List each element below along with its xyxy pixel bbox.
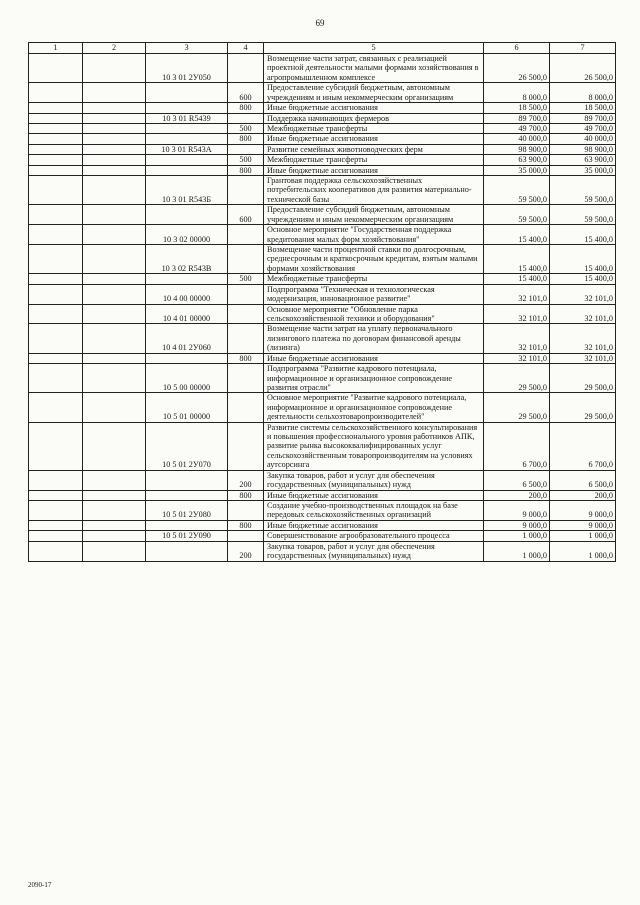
cell-amount-1: 32 101,0 [484,324,550,353]
cell-name: Предоставление субсидий бюджетным, автономным учреждениям и иным некоммерческим организациям [264,205,484,225]
cell-col-1 [29,353,83,363]
cell-expense-type: 800 [228,103,264,113]
cell-name: Основное мероприятие "Обновление парка сельскохозяйственной техники и оборудования" [264,304,484,324]
cell-amount-2: 1 000,0 [550,541,616,561]
cell-expense-type [228,393,264,422]
cell-amount-2: 6 500,0 [550,470,616,490]
cell-amount-1: 8 000,0 [484,83,550,103]
table-row [29,155,616,165]
cell-col-2 [83,531,146,541]
table-row [29,531,616,541]
cell-amount-2: 6 700,0 [550,422,616,470]
cell-code: 10 3 01 2У050 [146,54,228,83]
cell-amount-1: 29 500,0 [484,393,550,422]
cell-name: Иные бюджетные ассигнования [264,165,484,175]
cell-name: Развитие семейных животноводческих ферм [264,144,484,154]
cell-code [146,205,228,225]
table-row [29,422,616,470]
cell-name: Межбюджетные трансферты [264,274,484,284]
cell-name: Предоставление субсидий бюджетным, автономным учреждениям и иным некоммерческим организациям [264,83,484,103]
table-row [29,123,616,133]
cell-amount-2: 9 000,0 [550,520,616,530]
cell-code [146,134,228,144]
cell-col-2 [83,353,146,363]
cell-amount-2: 200,0 [550,490,616,500]
cell-code [146,470,228,490]
column-number-row [29,43,616,54]
cell-col-2 [83,134,146,144]
table-row [29,284,616,304]
cell-amount-1: 59 500,0 [484,205,550,225]
cell-col-1 [29,284,83,304]
table-row [29,470,616,490]
column-number-3: 3 [146,43,228,54]
cell-expense-type: 500 [228,123,264,133]
cell-col-2 [83,500,146,520]
cell-expense-type [228,500,264,520]
cell-code: 10 3 01 R5439 [146,113,228,123]
cell-amount-1: 59 500,0 [484,176,550,205]
cell-col-2 [83,144,146,154]
table-row [29,165,616,175]
cell-col-2 [83,205,146,225]
table-row [29,205,616,225]
cell-col-2 [83,176,146,205]
cell-amount-2: 18 500,0 [550,103,616,113]
table-row [29,500,616,520]
cell-amount-1: 29 500,0 [484,364,550,393]
cell-col-2 [83,245,146,274]
cell-name: Совершенствование агрообразовательного процесса [264,531,484,541]
cell-amount-1: 63 900,0 [484,155,550,165]
cell-amount-2: 29 500,0 [550,393,616,422]
cell-name: Возмещение части затрат на уплату первоначального лизингового платежа по договорам финансовой аренды (лизинга) [264,324,484,353]
cell-code: 10 4 01 00000 [146,304,228,324]
cell-name: Иные бюджетные ассигнования [264,103,484,113]
cell-col-1 [29,155,83,165]
cell-amount-1: 6 500,0 [484,470,550,490]
cell-amount-2: 49 700,0 [550,123,616,133]
cell-amount-2: 89 700,0 [550,113,616,123]
cell-amount-1: 15 400,0 [484,274,550,284]
cell-amount-2: 40 000,0 [550,134,616,144]
cell-expense-type [228,324,264,353]
cell-expense-type [228,304,264,324]
table-row [29,304,616,324]
table-row [29,54,616,83]
cell-col-2 [83,520,146,530]
column-number-1: 1 [29,43,83,54]
table-row [29,490,616,500]
cell-col-2 [83,541,146,561]
page-number: 69 [315,18,325,28]
cell-code [146,353,228,363]
cell-expense-type [228,113,264,123]
cell-amount-1: 18 500,0 [484,103,550,113]
budget-table [28,42,616,562]
cell-name: Поддержка начинающих фермеров [264,113,484,123]
cell-expense-type: 800 [228,165,264,175]
table-row [29,144,616,154]
cell-name: Закупка товаров, работ и услуг для обеспечения государственных (муниципальных) нужд [264,470,484,490]
table-row [29,364,616,393]
table-row [29,225,616,245]
cell-amount-2: 8 000,0 [550,83,616,103]
cell-amount-1: 49 700,0 [484,123,550,133]
cell-amount-1: 26 500,0 [484,54,550,83]
cell-expense-type [228,176,264,205]
cell-col-1 [29,165,83,175]
cell-col-1 [29,490,83,500]
cell-code: 10 4 01 2У060 [146,324,228,353]
cell-amount-2: 15 400,0 [550,245,616,274]
cell-col-2 [83,304,146,324]
cell-amount-2: 15 400,0 [550,225,616,245]
cell-col-2 [83,393,146,422]
cell-name: Межбюджетные трансферты [264,123,484,133]
cell-amount-1: 32 101,0 [484,353,550,363]
cell-name: Основное мероприятие "Государственная поддержка кредитования малых форм хозяйствования" [264,225,484,245]
cell-col-1 [29,393,83,422]
cell-amount-2: 29 500,0 [550,364,616,393]
cell-name: Грантовая поддержка сельскохозяйственных потребительских кооперативов для развития материально-технической базы [264,176,484,205]
cell-expense-type: 600 [228,83,264,103]
cell-expense-type [228,531,264,541]
table-row [29,113,616,123]
cell-col-1 [29,54,83,83]
column-number-2: 2 [83,43,146,54]
cell-name: Возмещение части процентной ставки по долгосрочным, среднесрочным и краткосрочным кредитам, взятым малыми формами хозяйствования [264,245,484,274]
cell-code: 10 5 01 2У090 [146,531,228,541]
cell-name: Иные бюджетные ассигнования [264,134,484,144]
cell-name: Создание учебно-производственных площадок на базе передовых сельскохозяйственных организаций [264,500,484,520]
table-row [29,83,616,103]
cell-amount-2: 35 000,0 [550,165,616,175]
cell-code: 10 5 01 2У070 [146,422,228,470]
cell-amount-2: 15 400,0 [550,274,616,284]
table-row [29,103,616,113]
cell-col-1 [29,520,83,530]
table-row [29,520,616,530]
cell-col-2 [83,123,146,133]
cell-amount-2: 59 500,0 [550,176,616,205]
cell-expense-type: 500 [228,274,264,284]
cell-expense-type [228,144,264,154]
cell-code: 10 5 01 2У080 [146,500,228,520]
cell-col-2 [83,54,146,83]
cell-code: 10 4 00 00000 [146,284,228,304]
table-row [29,134,616,144]
cell-col-1 [29,304,83,324]
column-number-5: 5 [264,43,484,54]
cell-col-2 [83,83,146,103]
cell-amount-2: 1 000,0 [550,531,616,541]
cell-col-1 [29,144,83,154]
cell-expense-type: 800 [228,353,264,363]
cell-col-1 [29,103,83,113]
cell-code: 10 5 00 00000 [146,364,228,393]
cell-col-1 [29,113,83,123]
cell-amount-1: 9 000,0 [484,520,550,530]
cell-code [146,103,228,113]
cell-col-1 [29,531,83,541]
column-number-4: 4 [228,43,264,54]
footer-code: 2090-17 [28,881,52,889]
cell-amount-2: 32 101,0 [550,353,616,363]
cell-col-1 [29,274,83,284]
cell-name: Иные бюджетные ассигнования [264,520,484,530]
cell-col-1 [29,176,83,205]
table-row [29,324,616,353]
cell-name: Межбюджетные трансферты [264,155,484,165]
cell-col-2 [83,364,146,393]
table-row [29,274,616,284]
cell-col-2 [83,284,146,304]
cell-code: 10 3 01 R543А [146,144,228,154]
cell-expense-type: 800 [228,520,264,530]
cell-amount-2: 32 101,0 [550,304,616,324]
cell-col-1 [29,500,83,520]
cell-name: Закупка товаров, работ и услуг для обеспечения государственных (муниципальных) нужд [264,541,484,561]
cell-expense-type [228,364,264,393]
cell-col-1 [29,324,83,353]
cell-col-1 [29,225,83,245]
cell-amount-2: 63 900,0 [550,155,616,165]
cell-amount-1: 32 101,0 [484,284,550,304]
cell-amount-1: 40 000,0 [484,134,550,144]
table-row [29,541,616,561]
cell-code: 10 3 02 00000 [146,225,228,245]
cell-expense-type [228,422,264,470]
cell-expense-type [228,54,264,83]
cell-name: Основное мероприятие "Развитие кадрового потенциала, информационное и организационное сопровождение деятельности сельхозтоваропроизводителей" [264,393,484,422]
cell-code [146,490,228,500]
cell-col-2 [83,274,146,284]
cell-amount-2: 98 900,0 [550,144,616,154]
cell-amount-1: 98 900,0 [484,144,550,154]
table-row [29,245,616,274]
cell-expense-type: 800 [228,490,264,500]
cell-code [146,274,228,284]
cell-expense-type [228,245,264,274]
cell-amount-1: 6 700,0 [484,422,550,470]
cell-amount-1: 15 400,0 [484,245,550,274]
cell-code: 10 3 02 R543В [146,245,228,274]
cell-amount-1: 89 700,0 [484,113,550,123]
cell-amount-1: 15 400,0 [484,225,550,245]
cell-name: Иные бюджетные ассигнования [264,490,484,500]
cell-code [146,520,228,530]
cell-name: Иные бюджетные ассигнования [264,353,484,363]
cell-amount-1: 32 101,0 [484,304,550,324]
cell-code [146,165,228,175]
cell-amount-2: 9 000,0 [550,500,616,520]
table-row [29,353,616,363]
cell-expense-type: 500 [228,155,264,165]
cell-amount-1: 35 000,0 [484,165,550,175]
cell-col-1 [29,245,83,274]
cell-expense-type: 200 [228,541,264,561]
cell-col-2 [83,113,146,123]
column-number-6: 6 [484,43,550,54]
cell-expense-type: 800 [228,134,264,144]
cell-col-1 [29,470,83,490]
cell-col-1 [29,123,83,133]
cell-col-1 [29,541,83,561]
cell-col-2 [83,165,146,175]
cell-amount-2: 32 101,0 [550,284,616,304]
cell-code [146,155,228,165]
cell-col-2 [83,103,146,113]
table-row [29,176,616,205]
cell-name: Развитие системы сельскохозяйственного консультирования и повышения профессионального уровня работников АПК, развитие рынка высококвалифицированных услуг сельскохозяйственным товаропроизводителям на условиях аутсорсинга [264,422,484,470]
cell-col-2 [83,155,146,165]
cell-amount-1: 1 000,0 [484,541,550,561]
column-number-7: 7 [550,43,616,54]
cell-expense-type: 200 [228,470,264,490]
cell-amount-1: 1 000,0 [484,531,550,541]
cell-col-2 [83,490,146,500]
cell-amount-2: 32 101,0 [550,324,616,353]
cell-col-1 [29,422,83,470]
cell-expense-type: 600 [228,205,264,225]
table-row [29,393,616,422]
cell-name: Возмещение части затрат, связанных с реализацией проектной деятельности малыми формами хозяйствования в агропромышленном комплексе [264,54,484,83]
cell-col-2 [83,422,146,470]
cell-code [146,541,228,561]
cell-code [146,123,228,133]
cell-name: Подпрограмма "Развитие кадрового потенциала, информационное и организационное сопровождение развития отрасли" [264,364,484,393]
cell-col-2 [83,225,146,245]
cell-amount-1: 9 000,0 [484,500,550,520]
cell-expense-type [228,225,264,245]
cell-code: 10 5 01 00000 [146,393,228,422]
cell-amount-2: 59 500,0 [550,205,616,225]
cell-amount-1: 200,0 [484,490,550,500]
cell-name: Подпрограмма "Техническая и технологическая модернизация, инновационное развитие" [264,284,484,304]
cell-col-1 [29,364,83,393]
cell-col-1 [29,134,83,144]
cell-expense-type [228,284,264,304]
cell-code: 10 3 01 R543Б [146,176,228,205]
cell-col-1 [29,205,83,225]
cell-amount-2: 26 500,0 [550,54,616,83]
cell-col-2 [83,324,146,353]
cell-col-1 [29,83,83,103]
cell-code [146,83,228,103]
cell-col-2 [83,470,146,490]
